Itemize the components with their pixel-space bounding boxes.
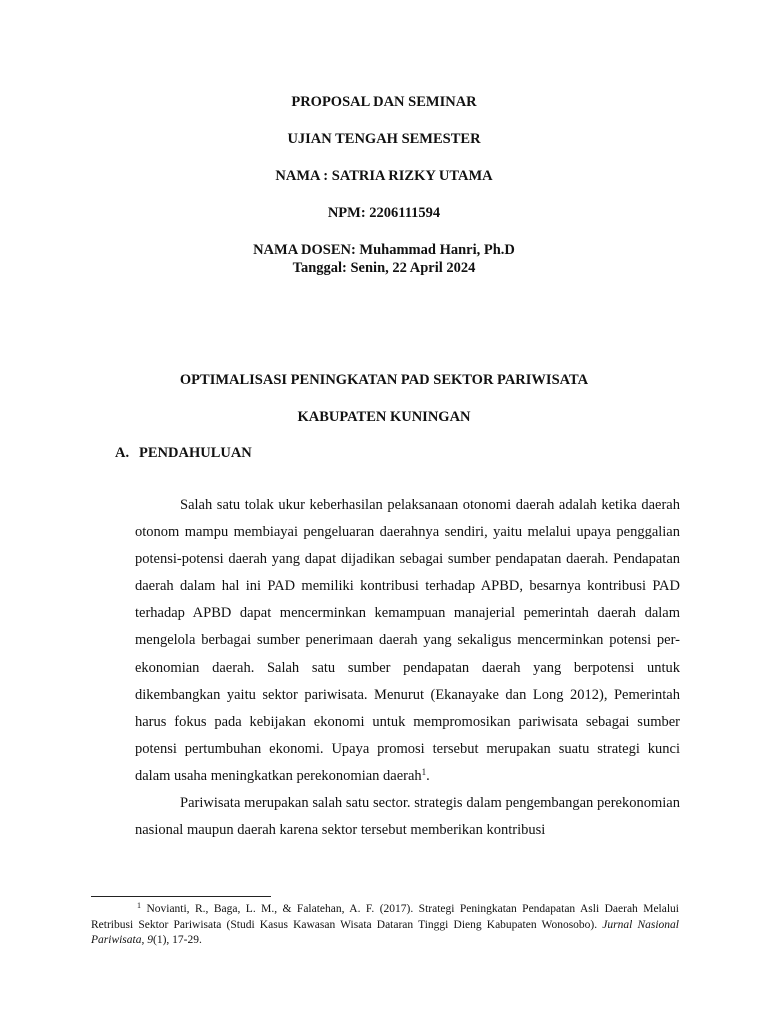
footnote-citation: Novianti, R., Baga, L. M., & Falatehan, A. F. (2017). Strategi Peningkatan Pendapatan Asli Daerah Melalui Retribusi Sektor Pariwisata (Studi Kasus Kawasan Wisata Dataran Tinggi Dieng Kabupaten Wonosobo).: [91, 903, 679, 931]
cover-line-exam: UJIAN TENGAH SEMESTER: [287, 131, 481, 147]
footnote-marker: 1: [137, 901, 141, 910]
paragraph-2: Pariwisata merupakan salah satu sector. strategis dalam pengembangan perekonomian nasional maupun daerah karena sektor tersebut memberikan kontribusi: [135, 795, 680, 839]
section-heading: [115, 445, 252, 462]
footnote-separator: ,: [141, 934, 148, 946]
footnote-reference[interactable]: 1: [421, 766, 427, 777]
footnote-volume: 9: [147, 934, 153, 946]
document-title-line2: KABUPATEN KUNINGAN: [297, 409, 471, 425]
cover-line-date: Tanggal: Senin, 22 April 2024: [292, 260, 476, 276]
footnote-divider: [91, 896, 271, 897]
cover-line-name: NAMA : SATRIA RIZKY UTAMA: [275, 168, 493, 184]
cover-line-proposal: PROPOSAL DAN SEMINAR: [291, 94, 477, 110]
footnote: [91, 902, 679, 949]
paragraph-1-text: Salah satu tolak ukur keberhasilan pelaksanaan otonomi daerah adalah ketika daerah otonom mampu membiayai pengeluaran daerahnya sendiri, yaitu melalui upaya penggalian potensi-potensi daerah yang dapat dijadikan sebagai sumber pendapatan daerah. Pendapatan daerah dalam hal ini PAD memiliki kontribusi terhadap APBD, besarnya kontribusi PAD terhadap APBD dapat mencerminkan kemampuan manajerial pemerintah daerah dalam mengelola berbagai sumber penerimaan daerah yang sekaligus mencerminkan potensi per-ekonomian daerah. Salah satu sumber pendapatan daerah yang berpotensi untuk dikembangkan yaitu sektor pariwisata. Menurut (Ekanayake dan Long 2012), Pemerintah harus fokus pada kebijakan ekonomi untuk mempromosikan pariwisata sebagai sumber potensi pertumbuhan ekonomi. Upaya promosi tersebut merupakan suatu strategi kunci dalam usaha meningkatkan perekonomian daerah: [135, 497, 680, 784]
section-letter: A.: [115, 445, 130, 461]
section-title: PENDAHULUAN: [139, 445, 252, 461]
paragraph-1: [135, 492, 680, 790]
cover-line-lecturer: NAMA DOSEN: Muhammad Hanri, Ph.D: [253, 242, 515, 258]
body-text: [135, 492, 680, 844]
footnote-issue-pages: (1), 17-29.: [152, 934, 202, 946]
cover-line-npm: NPM: 2206111594: [327, 205, 441, 221]
footnote-journal: Jurnal Nasional Pariwisata: [91, 918, 680, 946]
paragraph-1-end: .: [426, 767, 430, 784]
document-title-line1: OPTIMALISASI PENINGKATAN PAD SEKTOR PARIWISATA: [179, 372, 589, 388]
